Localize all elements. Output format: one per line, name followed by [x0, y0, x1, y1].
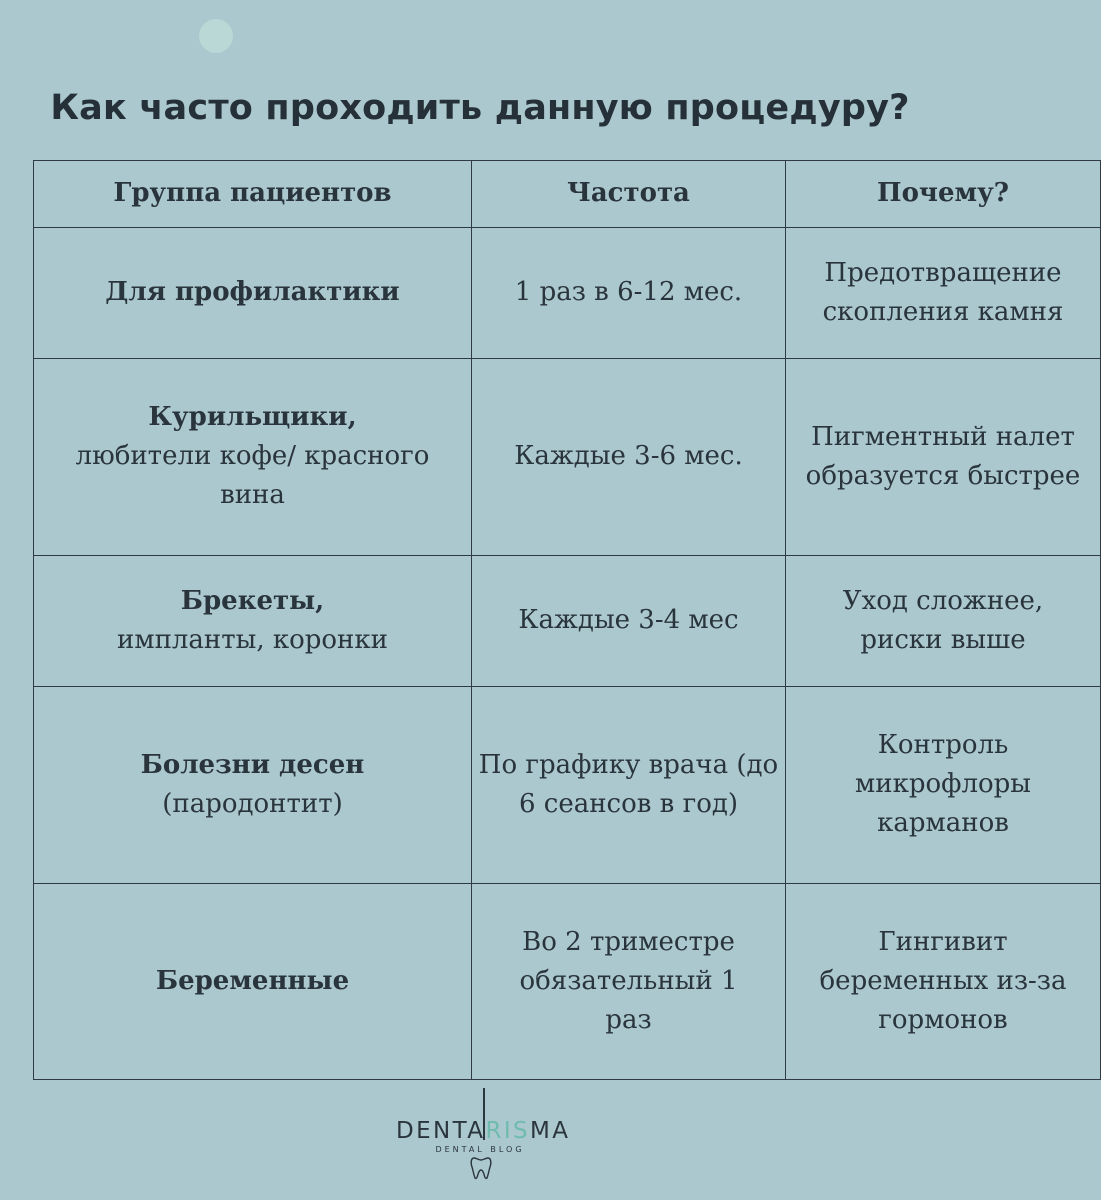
table-row [34, 555, 1101, 687]
cell-group [34, 883, 472, 1080]
logo-part1: DENTA [396, 1118, 486, 1144]
group-bold: Брекеты, [180, 585, 325, 616]
table-row [34, 227, 1101, 359]
cell-group [34, 687, 472, 883]
header-why: Почему? [786, 161, 1101, 228]
cell-frequency: По графику врача (до 6 сеансов в год) [472, 687, 786, 883]
cell-why: Контроль микрофлоры карманов [786, 687, 1101, 883]
logo-wordmark [396, 1118, 570, 1144]
table-header-row [34, 161, 1101, 228]
table-row [34, 687, 1101, 883]
page-title: Как часто проходить данную процедуру? [50, 88, 910, 128]
group-bold: Курильщики, [148, 402, 357, 433]
cell-group [34, 359, 472, 555]
brand-logo [380, 1088, 580, 1188]
header-frequency: Частота [472, 161, 786, 228]
group-bold: Беременные [155, 965, 350, 996]
group-bold: Болезни десен [140, 749, 365, 780]
header-group: Группа пациентов [34, 161, 472, 228]
cell-why: Гингивит беременных из-за гормонов [786, 883, 1101, 1080]
cell-group [34, 555, 472, 687]
cell-why: Пигментный налет образуется быстрее [786, 359, 1101, 555]
group-rest: импланты, коронки [117, 624, 388, 655]
cell-frequency: Каждые 3-6 мес. [472, 359, 786, 555]
cell-why: Предотвращение скопления камня [786, 227, 1101, 359]
group-rest: любители кофе/ красного вина [75, 441, 430, 511]
table-row [34, 883, 1101, 1080]
cell-frequency: Во 2 триместре обязательный 1 раз [472, 883, 786, 1080]
logo-subtitle: DENTAL BLOG [435, 1145, 525, 1154]
frequency-table [33, 160, 1101, 1080]
table-row [34, 359, 1101, 555]
logo-accent: RIS [485, 1118, 531, 1144]
cell-group [34, 227, 472, 359]
cell-frequency: 1 раз в 6-12 мес. [472, 227, 786, 359]
tooth-icon [470, 1156, 492, 1180]
group-bold: Для профилактики [105, 277, 400, 308]
cell-frequency: Каждые 3-4 мес [472, 555, 786, 687]
logo-part2: MA [530, 1118, 571, 1144]
cell-why: Уход сложнее, риски выше [786, 555, 1101, 687]
group-rest: (пародонтит) [162, 788, 343, 819]
decorative-circle [199, 19, 233, 53]
